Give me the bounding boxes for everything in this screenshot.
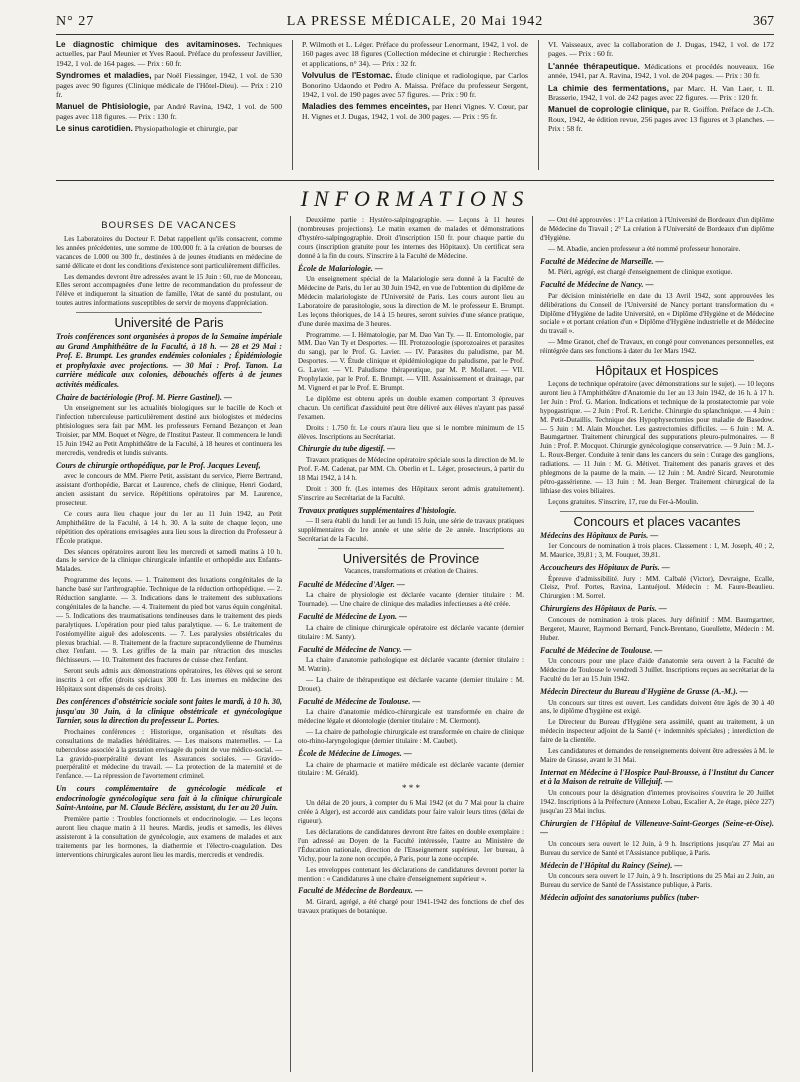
book-entry	[548, 84, 774, 103]
book-list-column-2	[302, 40, 528, 124]
book-entry	[302, 71, 528, 99]
journal-title: LA PRESSE MÉDICALE, 20 Mai 1942	[286, 14, 544, 29]
news-paragraph: M. Piéri, agrégé, est chargé d'enseignement de clinique exotique.	[548, 268, 733, 277]
news-paragraph: La chaire d'anatomie pathologique est déclarée vacante (dernier titulaire : M. Watrin).	[298, 656, 524, 673]
news-paragraph: — M. Abadie, ancien professeur a été nommé professeur honoraire.	[548, 244, 741, 253]
news-heading: Chirurgie du tube digestif. —	[298, 444, 396, 454]
news-paragraph: Les candidatures et demandes de renseignements doivent être adressées à M. le Maire de Grasse, avant le 31 Mai.	[540, 747, 774, 764]
news-paragraph: Épreuve d'admissibilité. Jury : MM. Calbalé (Victor), Devraigne, Ecalle, Cleisz, Prof. Portes, Ravina, Lantuéjoul. Médecin : M. Faure-Beaulieu. Chirurgien : M. Sorrel.	[540, 574, 774, 601]
news-heading: Trois conférences sont organisées à propos de la Semaine impériale au Grand Amphithéâtre de la Faculté, à 18 h. — 28 et 29 Mai : Prof. E. Brumpt. Les grandes endémies coloniales ; Épidémiologie et prophylaxie avec projections. — 30 Mai : Prof. Tanon. La carrière médicale aux colonies, débouchés offerts à de jeunes activités médicales.	[56, 332, 282, 390]
news-heading: Faculté de Médecine de Toulouse. —	[298, 696, 421, 706]
book-details: Médications et procédés nouveaux. 16e année, 1941, par A. Ravina, 1942, 1 vol. de 204 pages. — Prix : 30 fr.	[548, 61, 774, 81]
news-heading: École de Médecine de Limoges. —	[298, 748, 412, 758]
book-title: Manuel de Phtisiologie,	[56, 102, 151, 112]
news-heading: Faculté de Médecine de Marseille. —	[540, 256, 664, 266]
section-heading: Université de Paris	[114, 315, 224, 331]
book-details: Étude clinique et radiologique, par Carlos Bonorino Udaondo et Pedro A. Maissa. Préface du professeur Sergent, 1942, 1 vol. de 190 pages avec 57 figures. — Prix : 90 fr.	[302, 71, 528, 100]
book-list-column-1	[56, 40, 282, 137]
news-paragraph: — Mme Granot, chef de Travaux, en congé pour convenances personnelles, est réintégrée dans ses fonctions à dater du 1er Mars 1942.	[540, 338, 774, 356]
book-details: par Noël Fiessinger, 1942, 1 vol. de 530 pages avec 90 figures (Clinique médicale de l'Hôtel-Dieu). — Prix : 210 fr.	[56, 71, 282, 100]
book-details: par Henri Vignes. V. Cœur, par H. Vignes et J. Dugas, 1942, 1 vol. de 300 pages. — Prix : 95 fr.	[302, 102, 528, 121]
section-heading: Universités de Province	[342, 550, 480, 566]
news-heading: Faculté de Médecine de Lyon. —	[298, 612, 408, 622]
news-paragraph: M. Girard, agrégé, a été chargé pour 1941-1942 des fonctions de chef des travaux pratiques de botanique.	[298, 898, 524, 915]
news-heading: Faculté de Médecine de Bordeaux. —	[298, 886, 423, 896]
news-heading: Médecin adjoint des sanatoriums publics (tuber-	[540, 893, 700, 903]
column-divider	[532, 216, 533, 1072]
column-divider	[292, 40, 293, 170]
news-heading: Cours de chirurgie orthopédique, par le Prof. Jacques Leveuf,	[56, 460, 261, 470]
page-number: 367	[753, 14, 774, 29]
book-title: Manuel de coprologie clinique,	[548, 105, 670, 115]
news-heading: Chirurgien de l'Hôpital de Villeneuve-Saint-Georges (Seine-et-Oise). —	[540, 818, 774, 838]
asterism: * * *	[402, 783, 420, 794]
news-column-2	[298, 216, 524, 1072]
book-details: par André Ravina, 1942, 1 vol. de 500 pages avec 118 figures. — Prix : 130 fr.	[56, 102, 282, 121]
news-paragraph: — La chaire de pathologie chirurgicale est transformée en chaire de clinique oto-rhino-laryngologique (dernier titulaire : M. Caubet).	[298, 728, 524, 746]
news-paragraph: La chaire de physiologie est déclarée vacante (dernier titulaire : M. Tournade). — Une chaire de clinique des maladies infectieuses a été créée.	[298, 591, 524, 609]
book-title: Le sinus carotidien.	[56, 124, 133, 134]
book-entry	[56, 40, 282, 68]
news-heading: Médecin Directeur du Bureau d'Hygiène de Grasse (A.-M.). —	[540, 686, 748, 696]
section-heading: BOURSES DE VACANCES	[101, 220, 237, 231]
news-subtitle: Vacances, transformations et création de Chaires.	[344, 567, 478, 575]
book-entry	[548, 105, 774, 133]
book-title: Le diagnostic chimique des avitaminoses.	[56, 40, 241, 49]
news-paragraph: Les Laboratoires du Docteur F. Debat rappellent qu'ils consacrent, comme les années précédentes, une somme de 100.000 fr. à la création de bourses de vacances de 1.000 ou 300 fr., destinées à de jeunes étudiants en médecine de santé délicate et dont les conditions d'existence sont particulièrement difficiles.	[56, 234, 282, 270]
news-paragraph: Les déclarations de candidatures devront être faites en double exemplaire : l'un adressé au Doyen de la Faculté intéressée, l'autre au Ministère de l'Éducation nationale, direction de l'Enseignement supérieur, 1er bureau, à Vichy, pour la zone non occupée, à Paris, pour la zone occupée.	[298, 827, 524, 863]
book-entry	[56, 102, 282, 121]
news-paragraph: Les enveloppes contenant les déclarations de candidatures devront porter la mention : « Candidatures à une chaire d'enseignement supérieur ».	[298, 865, 524, 883]
news-paragraph: — Il sera établi du lundi 1er au lundi 15 Juin, une série de travaux pratiques supplémentaires de 1re année et une série de 2e année. Inscriptions au Secrétariat de la Faculté.	[298, 517, 524, 543]
news-heading: École de Malariologie. —	[298, 263, 383, 273]
news-paragraph: Seront seuls admis aux démonstrations opératoires, les élèves qui se seront inscrits à cet effet (droits spéciaux 300 fr. Les internes en médecine des Hôpitaux sont dispensés de ces droits).	[56, 667, 282, 694]
news-heading: Médecins des Hôpitaux de Paris. —	[540, 530, 659, 540]
section-divider	[560, 360, 754, 361]
news-paragraph: La chaire de clinique chirurgicale opératoire est déclarée vacante (dernier titulaire : M. Santy).	[298, 623, 524, 641]
book-listings	[56, 40, 774, 178]
news-paragraph: Droit : 300 fr. (Les internes des Hôpitaux seront admis gratuitement). S'inscrire au Secrétariat de la Faculté.	[298, 484, 524, 502]
book-details: par Marc. H. Van Laer, t. II. Brasserie, 1942, 1 vol. de 242 pages avec 22 figures. — Prix : 120 fr.	[548, 83, 774, 103]
news-paragraph: Concours de nomination à trois places. Jury définitif : MM. Baumgartner, Bergeret, Maurer, Raymond Bernard, Funck-Brentano, Gueullette, Médecin : M. Huber.	[540, 615, 774, 642]
news-paragraph: Prochaines conférences : Historique, organisation et résultats des consultations de maladies héréditaires. — Les maisons maternelles. — La tuberculose associée à la gestation envisagée du point de vue médico-social. — La gravido-puerpéralité devant les Assurances sociales. — Gravido-puerpéralité et médecine du travail. — La protection de la maternité et de l'enfance. — La répression de l'avortement criminel.	[56, 727, 282, 781]
news-paragraph: Les demandes devront être adressées avant le 15 Juin : 60, rue de Monceau, Elles seront accompagnées d'une lettre de recommandation du professeur de l'élève et indiqueront la situation de famille, l'état de santé du postulant, ou toutes autres informations susceptibles de servir de moyens d'appréciation.	[56, 272, 282, 308]
news-paragraph: Un concours sur titres est ouvert. Les candidats doivent être âgés de 30 à 40 ans, le diplôme d'hygiène est exigé.	[540, 698, 774, 716]
news-heading: Faculté de Médecine de Toulouse. —	[540, 645, 663, 655]
section-divider	[318, 548, 504, 549]
news-paragraph: Un concours pour une place d'aide d'anatomie sera ouvert à la Faculté de Médecine de Toulouse le vendredi 3 Juillet. Inscriptions reçues au secrétariat de la Faculté du 1er au 15 Juin 1942.	[540, 657, 774, 683]
book-title: Volvulus de l'Estomac.	[302, 71, 393, 81]
news-heading: Internat en Médecine à l'Hospice Paul-Brousse, à l'Institut du Cancer et à la Maison de retraite de Villejuif. —	[540, 767, 774, 787]
book-title: L'année thérapeutique.	[548, 61, 640, 71]
column-divider	[538, 40, 539, 170]
news-heading: Des conférences d'obstétricie sociale sont faites le mardi, à 10 h. 30, jusqu'au 30 Juin, à la clinique obstétricale et gynécologique Tarnier, sous la direction du professeur L. Portes.	[56, 697, 282, 726]
informations-heading: INFORMATIONS	[300, 186, 530, 211]
news-heading: Chirurgiens des Hôpitaux de Paris. —	[540, 604, 667, 614]
news-heading: Un cours complémentaire de gynécologie médicale et endocrinologie gynécologique sera fait à la clinique chirurgicale Saint-Antoine, par M. Claude Béclère, assistant, du 1er au 20 Juin.	[56, 784, 282, 813]
news-paragraph: — Ont été approuvées : 1° La création à l'Université de Bordeaux d'un diplôme de Médecine du Travail ; 2° La création à l'Université de Bordeaux d'un diplôme d'Hygiène.	[540, 216, 774, 242]
news-paragraph: La chaire d'anatomie médico-chirurgicale est transformée en chaire de médecine légale et déontologie (dernier titulaire : M. Clermont).	[298, 708, 524, 726]
book-entry	[548, 40, 774, 59]
news-column-3	[540, 216, 774, 1072]
news-heading: Médecin de l'Hôpital du Raincy (Seine). —	[540, 860, 683, 870]
book-entry	[56, 71, 282, 99]
book-entry	[548, 62, 774, 81]
book-details: Physiopathologie et chirurgie, par	[134, 124, 238, 134]
book-details: P. Wilmoth et L. Léger. Préface du professeur Lenormant, 1942, 1 vol. de 160 pages avec 18 figures (Collection médecine et chirurgie : Recherches et applications, n° 34). — Prix : 32 fr.	[302, 40, 528, 68]
book-entry	[56, 124, 282, 133]
news-heading: Accoucheurs des Hôpitaux de Paris. —	[540, 562, 670, 572]
news-heading: Faculté de Médecine de Nancy. —	[540, 280, 654, 290]
news-paragraph: Programme. — I. Hématologie, par M. Dao Van Ty. — II. Entomologie, par MM. Dao Van Ty et Desportes. — III. Protozoologie (sporozoaires et parasites du sang), par le Prof. G. Lavier. — IV. Parasites du paludisme, par M. Desportes. — V. Étude clinique et épidémiologique du paludisme, par le Prof. G. Lavier. — VI. Paludisme thérapeutique, par M. P. Mollaret. — VII. Prophylaxie, par le Prof. E. Brumpt. — VIII. Assainissement et drainage, par M. Vignerd et par le Prof. E. Brumpt.	[298, 330, 524, 392]
news-paragraph: — La chaire de thérapeutique est déclarée vacante (dernier titulaire : M. Drouet).	[298, 675, 524, 693]
news-paragraph: Un concours pour la désignation d'internes provisoires s'ouvrira le 20 Juillet 1942. Inscriptions à la Préfecture (Annexe Lobau, Escalier A, 2e étage, pièce 227) jusqu'au 23 Mai inclus.	[540, 789, 774, 815]
news-paragraph: La chaire de pharmacie et matière médicale est déclarée vacante (dernier titulaire : M. Gérald).	[298, 760, 524, 778]
news-heading: Chaire de bactériologie (Prof. M. Pierre Gastinel). —	[56, 392, 232, 402]
news-paragraph: Leçons de technique opératoire (avec démonstrations sur le sujet). — 10 leçons auront lieu à l'Amphithéâtre d'Anatomie du 1er au 13 Juin 1942, de 16 h. à 17 h. 1er Juin : Prof. G. Marion. Indications et technique de la prostatectomie par voie hypogastrique. — 2 Juin : Prof. R. Leriche. Chirurgie du splanchnique. — 4 Juin : M. Petit-Dutaillis. Technique des Hypophysectomies pour maladie de Basedow. — 5 Juin : M. Alain Mouchet. Les gastrectomies difficiles. — 6 Juin : M. A. Baumgartner. Traitement chirurgical des suppurations pleuro-pulmonaires. — 8 Juin : Prof. P. Mocquot. Chirurgie gynécologique conservatrice. — 9 Juin : M. J.-L. Roux-Berger. Conduite à tenir dans les cancers du sein : Curage des ganglions, radiations. — 11 Juin : M. G. Métivet. Traitement des panaris graves et des phlegmons de la paume de la main. — 12 Juin : M. André Sicard. Neurotomie pétro-gassérienne. — 13 Juin : M. Jean Berger. Traitement chirurgical de la lithiase des voies biliaires.	[540, 379, 774, 495]
news-paragraph: avec le concours de MM. Pierre Petit, assistant du service, Pierre Bertrand, assistant d'orthopédie, Barcat et Laurence, chefs de clinique, Henri Godard, ancien assistant du service. Répétitions opératoires par M. Laurence, prosecteur.	[56, 472, 282, 507]
news-paragraph: Un concours sera ouvert le 17 Juin, à 9 h. Inscriptions du 25 Mai au 2 Juin, au Bureau du service de Santé de l'Assistance publique, à Paris.	[540, 872, 774, 890]
book-list-column-3	[548, 40, 774, 137]
news-paragraph: Droits : 1.750 fr. Le cours n'aura lieu que si le nombre minimum de 15 élèves. Inscriptions au Secrétariat.	[298, 423, 524, 441]
issue-number: N° 27	[56, 14, 95, 29]
news-paragraph: Le diplôme est obtenu après un double examen comportant 3 épreuves chacun. Un certificat d'assiduité peut être délivré aux élèves n'ayant pas passé l'examen.	[298, 394, 524, 421]
news-column-1	[56, 216, 282, 1072]
book-entry	[302, 40, 528, 68]
news-heading: Travaux pratiques supplémentaires d'histologie.	[298, 505, 457, 515]
news-paragraph: Un concours sera ouvert le 12 Juin, à 9 h. Inscriptions jusqu'au 27 Mai au Bureau du service de Santé et l'Assistance publique, à Paris.	[540, 839, 774, 857]
book-entry	[302, 102, 528, 121]
news-paragraph: Travaux pratiques de Médecine opératoire spéciale sous la direction de M. le Prof. F.-M. Cadenat, par MM. Ch. Oberlin et L. Léger, prosecteurs, à partir du 18 Mai 1942, à 14 h.	[298, 456, 524, 482]
news-paragraph: Un enseignement sur les actualités biologiques sur le bacille de Koch et l'infection tuberculeuse particulièrement destiné aux biologistes et médecins phtisiologues sera fait par MM. les professeurs Fernand Bezançon et Jean Troisier, par MM. Boquet et Nègre, de l'Institut Pasteur. Il commencera le lundi 15 Juin 1942 au Petit Amphithéâtre de la Faculté, à 18 heures et continuera les mercredis, vendredis et lundis suivants.	[56, 404, 282, 457]
news-paragraph: Le Directeur du Bureau d'Hygiène sera assimilé, quant au traitement, à un médecin inspecteur adjoint de la Santé (+ indemnités spéciales) ; interdiction de faire de la clientèle.	[540, 718, 774, 745]
section-divider	[560, 511, 754, 512]
book-title: Syndromes et maladies,	[56, 71, 152, 81]
book-details: Techniques actuelles, par Paul Meunier et Yves Raoul. Préface du professeur Javillier, 1942, 1 vol. de 164 pages. — Prix : 60 fr.	[56, 40, 282, 68]
section-rule	[56, 180, 774, 181]
section-divider	[76, 312, 262, 313]
news-paragraph: 1er Concours de nomination à trois places. Classement : 1, M. Joseph, 40 ; 2, M. Maurice, 39,81 ; 3, M. Fouquet, 39,81.	[540, 542, 774, 560]
book-title: La chimie des fermentations,	[548, 83, 669, 93]
news-paragraph: Première partie : Troubles fonctionnels et endocrinologie. — Les leçons auront lieu chaque matin à 11 heures. Mardis, jeudis et samedis, les élèves assisteront à la consultation de gynécologie, aux examens de malades et aux traitements par les hormones, la diathermie et l'électro-coagulation. Des interventions chirurgicales auront lieu les mardis, mercredis et vendredis.	[56, 815, 282, 859]
header-rule	[56, 34, 774, 35]
news-paragraph: Un enseignement spécial de la Malariologie sera donné à la Faculté de Médecine de Paris, du 1er au 30 Juin 1942, en vue de l'obtention du diplôme de Médecin malariologiste de l'Université de Paris. Les cours auront lieu au Laboratoire de parasitologie, sous la direction de M. le professeur E. Brumpt. Les leçons théoriques, de 14 à 15 heures, seront suivies d'une séance pratique, d'une durée maxima de 3 heures.	[298, 275, 524, 328]
book-title: Maladies des femmes enceintes,	[302, 102, 430, 112]
news-heading: Faculté de Médecine d'Alger. —	[298, 579, 405, 589]
book-details: par R. Goiffon. Préface de J.-Ch. Roux, 1942, 4e édition revue, 256 pages avec 13 figures et 3 planches. — Prix : 58 fr.	[548, 105, 774, 134]
column-divider	[290, 216, 291, 1072]
news-paragraph: Leçons gratuites. S'inscrire, 17, rue du Fer-à-Moulin.	[548, 497, 699, 506]
news-paragraph: Ce cours aura lieu chaque jour du 1er au 11 Juin 1942, au Petit Amphithéâtre de la Faculté, à 14 h. 30. A la suite de chaque leçon, une répétition des opérations envisagées aura lieu sous la direction du Professeur à l'École pratique.	[56, 509, 282, 545]
news-paragraph: Par décision ministérielle en date du 13 Avril 1942, sont approuvées les délibérations du Conseil de l'Université de Nancy portant transformation du « Diplôme d'Hygiène de ladite Université, en « Diplôme d'Hygiène et de Médecine sociale » et portant création d'un « Diplôme d'Hygiène industrielle et de Médecine du travail ».	[540, 291, 774, 336]
news-paragraph: Programme des leçons. — 1. Traitement des luxations congénitales de la hanche basé sur l'arthrographie. Technique de la réduction orthopédique. — 2. Réduction sanglante. — 3. Indications dans le traitement des subluxations congénitales de la hanche. — 4. Traitement du pied bot varus équin congénital. — 5. Indications des traumatisations tendineuses dans le traitement des pieds paralytiques. L'opération pour pied talus paralytique. — 6. Le traitement de l'ostéomyélite aiguë des adolescents. — 7. Les paralysies obstétricales du plexus brachial. — 8. Traitement de la fracture supracondylienne de l'humérus chez l'enfant. — 9. Les griffes de la main par rétraction des muscles fléchisseurs. — 10. Traitement des fractures de cuisse chez l'enfant.	[56, 576, 282, 665]
news-paragraph: Des séances opératoires auront lieu les mercredi et samedi matins à 10 h. dans le service de la clinique chirurgicale infantile et orthopédie aux Enfants-Malades.	[56, 547, 282, 574]
page-header	[56, 14, 774, 32]
news-heading: Faculté de Médecine de Nancy. —	[298, 644, 412, 654]
news-paragraph: Un délai de 20 jours, à compter du 6 Mai 1942 (et du 7 Mai pour la chaire créée à Alger), est accordé aux candidats pour faire valoir leurs titres (délai de rigueur).	[298, 799, 524, 826]
book-details: VI. Vaisseaux, avec la collaboration de J. Dugas, 1942, 1 vol. de 172 pages. — Prix : 60 fr.	[548, 40, 774, 59]
news-paragraph: Deuxième partie : Hystéro-salpingographie. — Leçons à 11 heures (nombreuses projections). Le matin examen de malades et démonstrations d'hystéro-salpingographie. Droit d'inscription 150 fr. pour chaque partie du cours (inscription gratuite pour les internes des Hôpitaux). Un certificat sera donné à la fin du cours. S'inscrire à la Faculté de Médecine.	[298, 216, 524, 260]
section-heading: Hôpitaux et Hospices	[595, 363, 719, 379]
section-heading: Concours et places vacantes	[573, 513, 741, 529]
